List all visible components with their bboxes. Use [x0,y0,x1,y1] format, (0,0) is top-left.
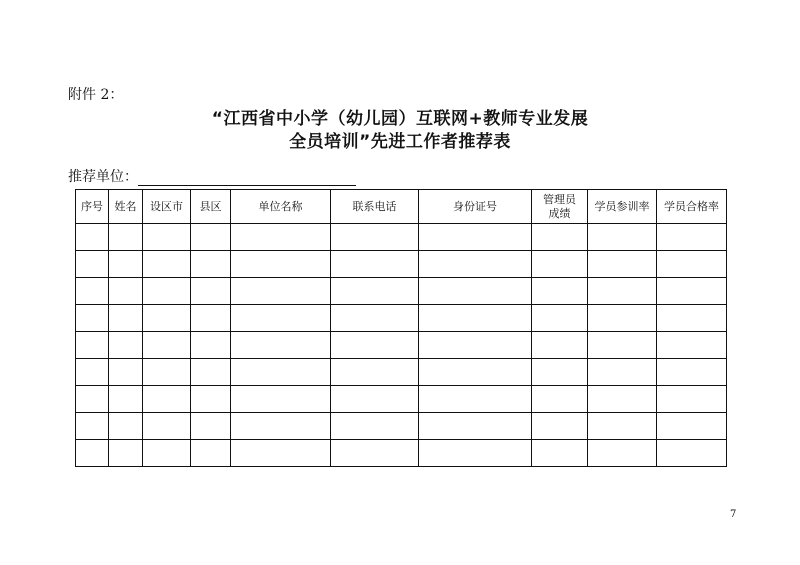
recommendation-table [75,189,727,467]
table-row [76,305,727,332]
table-cell[interactable] [419,332,532,359]
table-cell[interactable] [419,359,532,386]
table-cell[interactable] [532,332,588,359]
table-cell[interactable] [532,278,588,305]
table-cell[interactable] [191,305,231,332]
table-cell[interactable] [191,359,231,386]
table-cell[interactable] [109,305,143,332]
attachment-label: 附件 2： [68,87,124,103]
table-cell[interactable] [143,278,191,305]
header-pass-rate: 学员合格率 [657,190,727,224]
table-cell[interactable] [191,224,231,251]
table-cell[interactable] [331,386,419,413]
table-cell[interactable] [143,440,191,467]
table-cell[interactable] [109,224,143,251]
table-cell[interactable] [331,440,419,467]
table-cell[interactable] [657,413,727,440]
table-row [76,278,727,305]
table-cell[interactable] [588,251,657,278]
table-row [76,332,727,359]
table-row [76,413,727,440]
table-cell[interactable] [231,359,331,386]
table-cell[interactable] [76,332,109,359]
table-cell[interactable] [109,332,143,359]
table-cell[interactable] [191,278,231,305]
table-cell[interactable] [76,305,109,332]
table-cell[interactable] [76,224,109,251]
table-cell[interactable] [532,359,588,386]
table-row [76,224,727,251]
table-cell[interactable] [588,386,657,413]
table-cell[interactable] [657,305,727,332]
table-cell[interactable] [231,224,331,251]
table-cell[interactable] [143,386,191,413]
table-row [76,251,727,278]
table-cell[interactable] [532,251,588,278]
table-cell[interactable] [331,359,419,386]
table-cell[interactable] [109,359,143,386]
recommend-unit-field[interactable] [138,169,356,186]
table-cell[interactable] [657,332,727,359]
table-cell[interactable] [588,332,657,359]
table-cell[interactable] [331,413,419,440]
table-cell[interactable] [588,440,657,467]
table-cell[interactable] [76,251,109,278]
table-cell[interactable] [588,305,657,332]
recommend-unit-label: 推荐单位： [68,169,138,185]
table-cell[interactable] [657,251,727,278]
table-cell[interactable] [419,224,532,251]
table-cell[interactable] [532,386,588,413]
table-cell[interactable] [657,224,727,251]
table-cell[interactable] [588,224,657,251]
page-number: 7 [730,509,737,520]
table-cell[interactable] [532,305,588,332]
header-participation-rate: 学员参训率 [588,190,657,224]
table-cell[interactable] [191,413,231,440]
table-cell[interactable] [231,413,331,440]
table-cell[interactable] [109,386,143,413]
table-cell[interactable] [143,224,191,251]
table-cell[interactable] [76,440,109,467]
table-cell[interactable] [231,386,331,413]
header-county: 县区 [191,190,231,224]
table-cell[interactable] [143,332,191,359]
table-cell[interactable] [419,386,532,413]
table-cell[interactable] [143,359,191,386]
header-admin-score: 管理员 成绩 [532,190,588,224]
header-unit-name: 单位名称 [231,190,331,224]
table-row [76,386,727,413]
document-title-line1: “江西省中小学（幼儿园）互联网+教师专业发展 [211,109,589,129]
header-city: 设区市 [143,190,191,224]
table-cell[interactable] [532,413,588,440]
table-cell[interactable] [419,440,532,467]
table-cell[interactable] [143,251,191,278]
header-serial: 序号 [76,190,109,224]
table-cell[interactable] [191,251,231,278]
table-cell[interactable] [231,305,331,332]
table-cell[interactable] [191,386,231,413]
table-cell[interactable] [143,413,191,440]
table-cell[interactable] [588,413,657,440]
table-cell[interactable] [588,278,657,305]
table-cell[interactable] [532,440,588,467]
table-cell[interactable] [331,224,419,251]
table-cell[interactable] [231,332,331,359]
table-cell[interactable] [191,440,231,467]
table-cell[interactable] [532,224,588,251]
table-cell[interactable] [109,440,143,467]
header-phone: 联系电话 [331,190,419,224]
table-cell[interactable] [76,386,109,413]
header-name: 姓名 [109,190,143,224]
document-title-line2: 全员培训”先进工作者推荐表 [289,132,511,152]
table-cell[interactable] [76,278,109,305]
table-cell[interactable] [76,359,109,386]
table-cell[interactable] [191,332,231,359]
table-cell[interactable] [231,440,331,467]
table-cell[interactable] [143,305,191,332]
table-cell[interactable] [419,251,532,278]
table-cell[interactable] [231,251,331,278]
table-cell[interactable] [588,359,657,386]
table-cell[interactable] [331,278,419,305]
table-cell[interactable] [657,359,727,386]
table-row [76,440,727,467]
recommend-unit-row [68,168,356,186]
table-body [76,224,727,467]
table-cell[interactable] [109,413,143,440]
table-cell[interactable] [657,440,727,467]
table-cell[interactable] [331,251,419,278]
table-cell[interactable] [76,413,109,440]
table-header-row [76,190,727,224]
table-row [76,359,727,386]
table-cell[interactable] [109,278,143,305]
table-cell[interactable] [657,278,727,305]
table-cell[interactable] [419,305,532,332]
table-cell[interactable] [419,278,532,305]
table-cell[interactable] [419,413,532,440]
table-cell[interactable] [657,386,727,413]
table-cell[interactable] [331,305,419,332]
header-id-number: 身份证号 [419,190,532,224]
table-cell[interactable] [331,332,419,359]
table-cell[interactable] [109,251,143,278]
table-cell[interactable] [231,278,331,305]
